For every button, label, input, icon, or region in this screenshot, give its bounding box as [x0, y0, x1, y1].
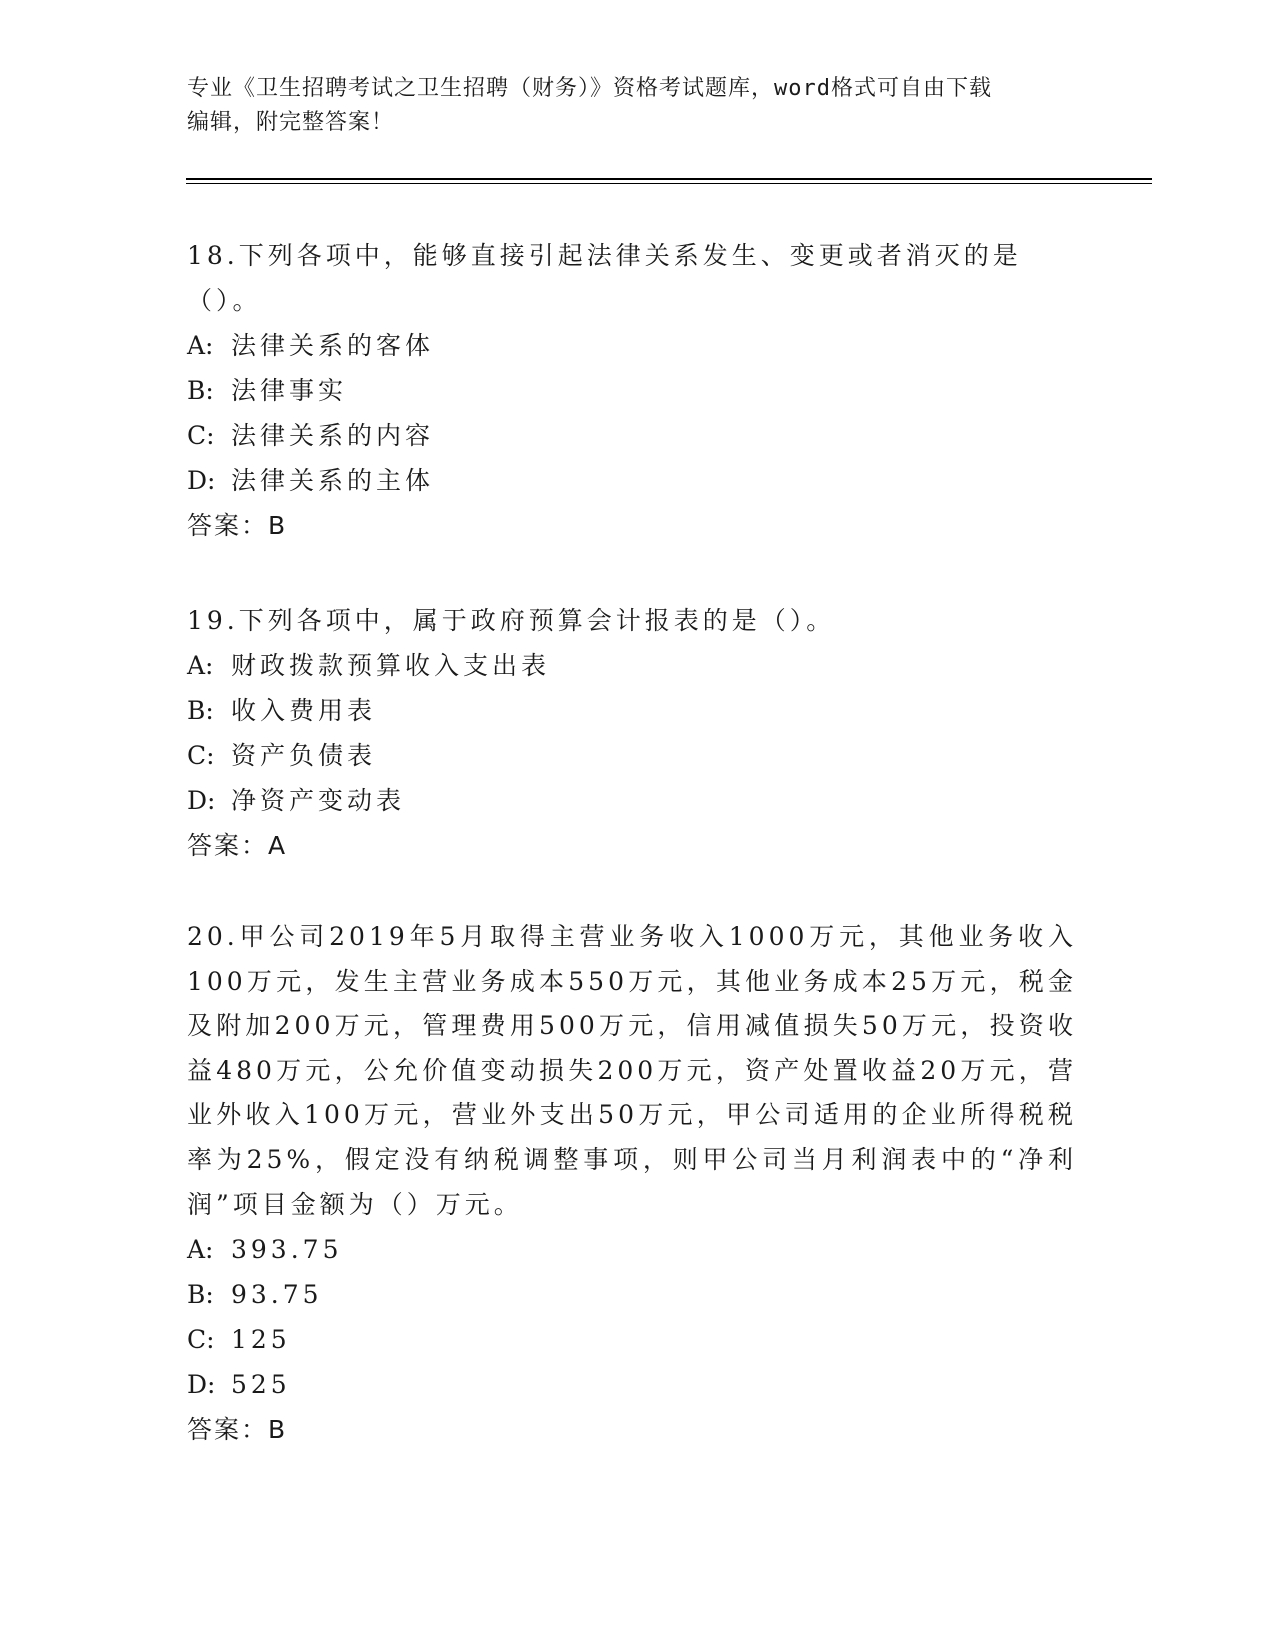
intro-line-1: 专业《卫生招聘考试之卫生招聘（财务）》资格考试题库，word格式可自由下载 — [187, 76, 992, 101]
option-d — [187, 1362, 1077, 1407]
question-20 — [187, 915, 1077, 1452]
option-text: 393.75 — [231, 1235, 343, 1265]
question-stem: 18.下列各项中，能够直接引起法律关系发生、变更或者消灭的是（）。 — [187, 241, 1022, 315]
option-letter: D: — [187, 466, 216, 495]
option-b — [187, 1272, 1077, 1317]
option-b — [187, 688, 1077, 733]
option-text: 净资产变动表 — [231, 786, 406, 815]
option-a — [187, 323, 1077, 368]
option-text: 财政拨款预算收入支出表 — [231, 651, 551, 680]
answer-line: 答案：B — [187, 1415, 288, 1445]
option-b — [187, 368, 1077, 413]
option-text: 法律关系的客体 — [231, 331, 435, 360]
option-letter: D: — [187, 1370, 216, 1400]
option-d — [187, 458, 1077, 503]
option-letter: D: — [187, 786, 216, 815]
header-divider-thick — [186, 178, 1152, 180]
question-stem: 19.下列各项中，属于政府预算会计报表的是（）。 — [187, 606, 836, 635]
question-18 — [187, 233, 1077, 548]
option-text: 资产负债表 — [231, 741, 377, 770]
option-c — [187, 1317, 1077, 1362]
option-c — [187, 413, 1077, 458]
question-stem: 20.甲公司2019年5月取得主营业务收入1000万元，其他业务收入100万元，发生主营业务成本550万元，其他业务成本25万元，税金及附加200万元，管理费用500万元，信用减值损失50万元，投资收益480万元，公允价值变动损失200万元，资产处置收益20万元，营业外收入100万元，营业外支出50万元，甲公司适用的企业所得税税率为25%，假定没有纳税调整事项，则甲公司当月利润表中的“净利润”项目金额为（）万元。 — [187, 922, 1077, 1219]
option-a — [187, 1227, 1077, 1272]
option-c — [187, 733, 1077, 778]
option-d — [187, 778, 1077, 823]
option-letter: C: — [187, 1325, 215, 1355]
option-letter: B: — [187, 376, 214, 405]
option-letter: A: — [187, 331, 214, 360]
question-19 — [187, 598, 1077, 868]
option-text: 法律关系的主体 — [231, 466, 435, 495]
option-text: 收入费用表 — [231, 696, 377, 725]
option-letter: B: — [187, 696, 214, 725]
option-letter: A: — [187, 1235, 214, 1265]
option-letter: A: — [187, 651, 214, 680]
option-text: 法律事实 — [231, 376, 348, 405]
document-intro — [187, 72, 1077, 140]
option-text: 125 — [231, 1325, 291, 1355]
answer-line: 答案：B — [187, 511, 288, 540]
option-text: 93.75 — [231, 1280, 323, 1310]
option-letter: C: — [187, 421, 215, 450]
option-letter: C: — [187, 741, 215, 770]
option-text: 525 — [231, 1370, 291, 1400]
option-text: 法律关系的内容 — [231, 421, 435, 450]
header-divider-thin — [186, 183, 1152, 184]
option-a — [187, 643, 1077, 688]
answer-line: 答案：A — [187, 831, 288, 860]
option-letter: B: — [187, 1280, 214, 1310]
intro-line-2: 编辑，附完整答案！ — [187, 110, 395, 135]
